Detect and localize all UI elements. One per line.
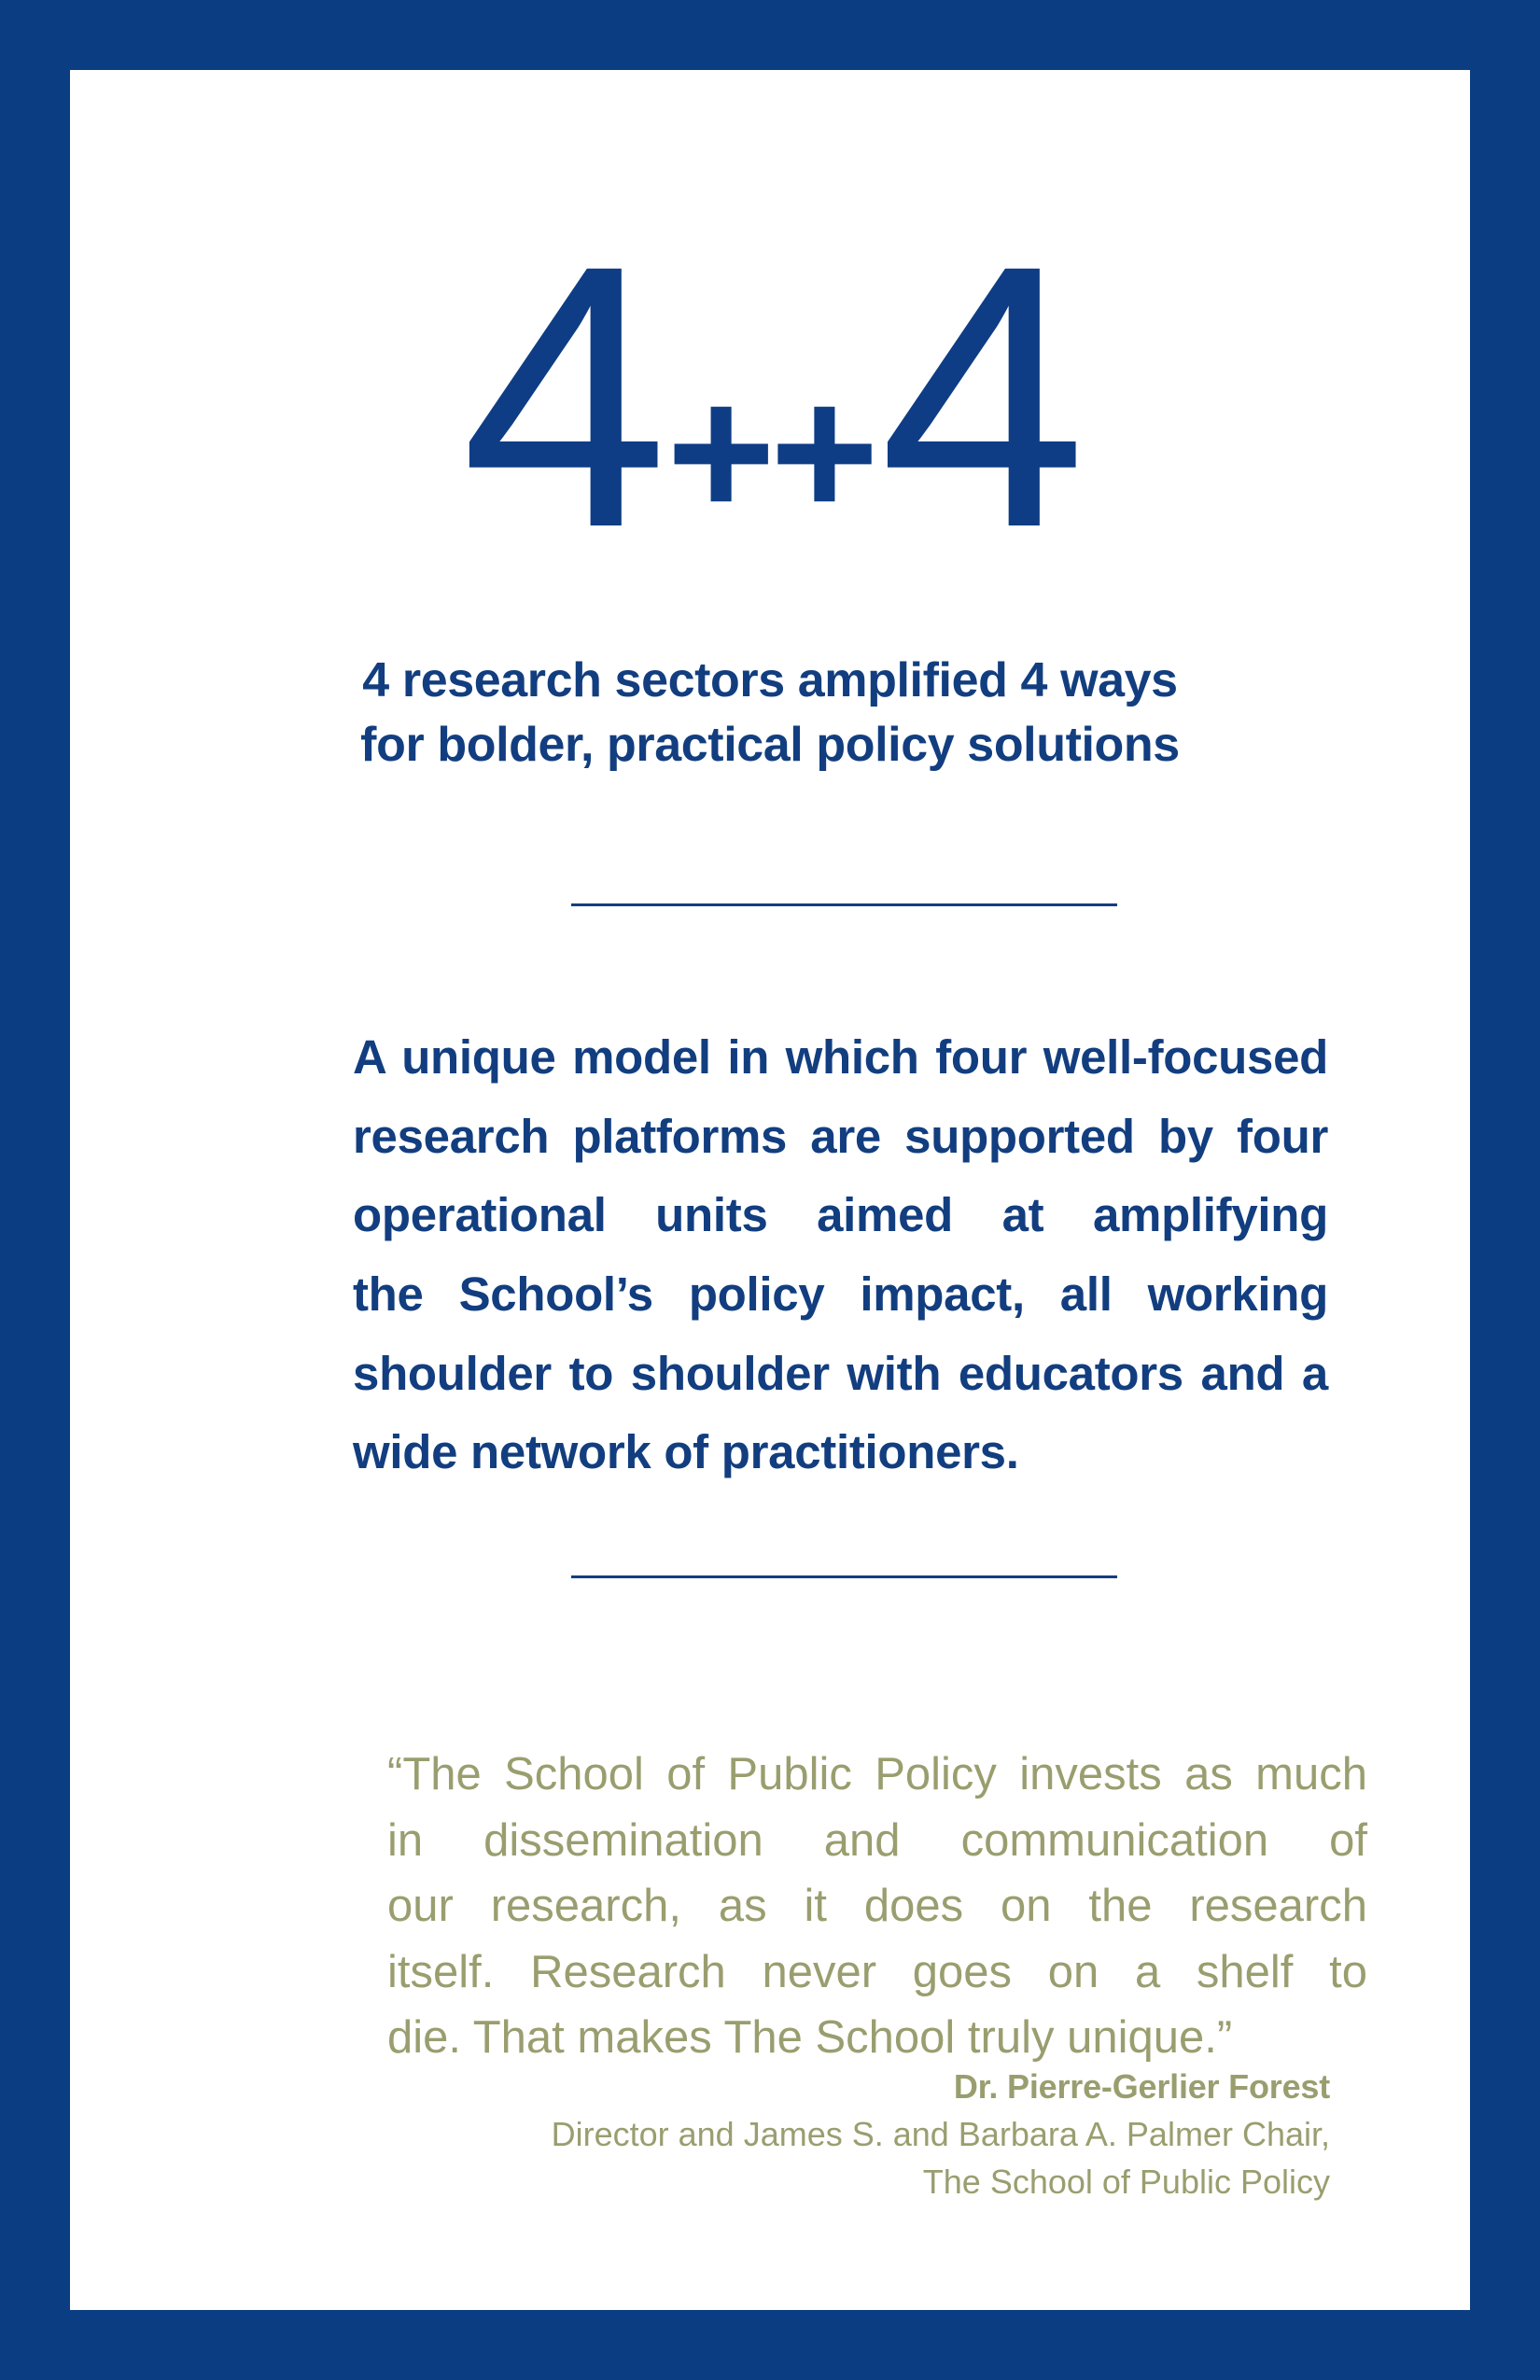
divider-rule-middle (571, 1575, 1117, 1578)
quote-line-5: die. That makes The School truly unique.” (387, 2012, 1233, 2064)
hero-statistic (70, 188, 1470, 605)
quote-attribution (359, 2063, 1330, 2205)
body-paragraph (353, 1018, 1328, 1492)
hero-left-number: 4 (460, 188, 662, 605)
quote-line-1: “The School of Public Policy invests as much (387, 1749, 1367, 1799)
quote-line-3: our research, as it does on the research (387, 1881, 1367, 1932)
body-line-5: shoulder to shoulder with educators and a (353, 1346, 1328, 1400)
subtitle (238, 649, 1302, 777)
divider-rule-top (571, 903, 1117, 906)
body-line-6: wide network of practitioners. (353, 1425, 1019, 1479)
subtitle-line-2: for bolder, practical policy solutions (360, 718, 1180, 773)
hero-right-number: 4 (878, 188, 1080, 605)
body-line-4: the School’s policy impact, all working (353, 1267, 1328, 1321)
quote-line-4: itself. Research never goes on a shelf to (387, 1946, 1367, 1997)
subtitle-line-1: 4 research sectors amplified 4 ways (362, 653, 1178, 707)
attribution-role-line-1: Director and James S. and Barbara A. Palmer Chair, (551, 2115, 1330, 2154)
content-card (70, 70, 1470, 2310)
pull-quote (387, 1742, 1367, 2071)
body-line-2: research platforms are supported by four (353, 1109, 1328, 1163)
body-line-3: operational units aimed at amplifying (353, 1188, 1328, 1242)
attribution-role-line-2: The School of Public Policy (922, 2163, 1330, 2202)
attribution-name: Dr. Pierre-Gerlier Forest (953, 2067, 1330, 2106)
body-line-1: A unique model in which four well-focused (353, 1030, 1328, 1084)
quote-line-2: in dissemination and communication of (387, 1814, 1367, 1866)
hero-plus-operator: ++ (666, 348, 874, 556)
